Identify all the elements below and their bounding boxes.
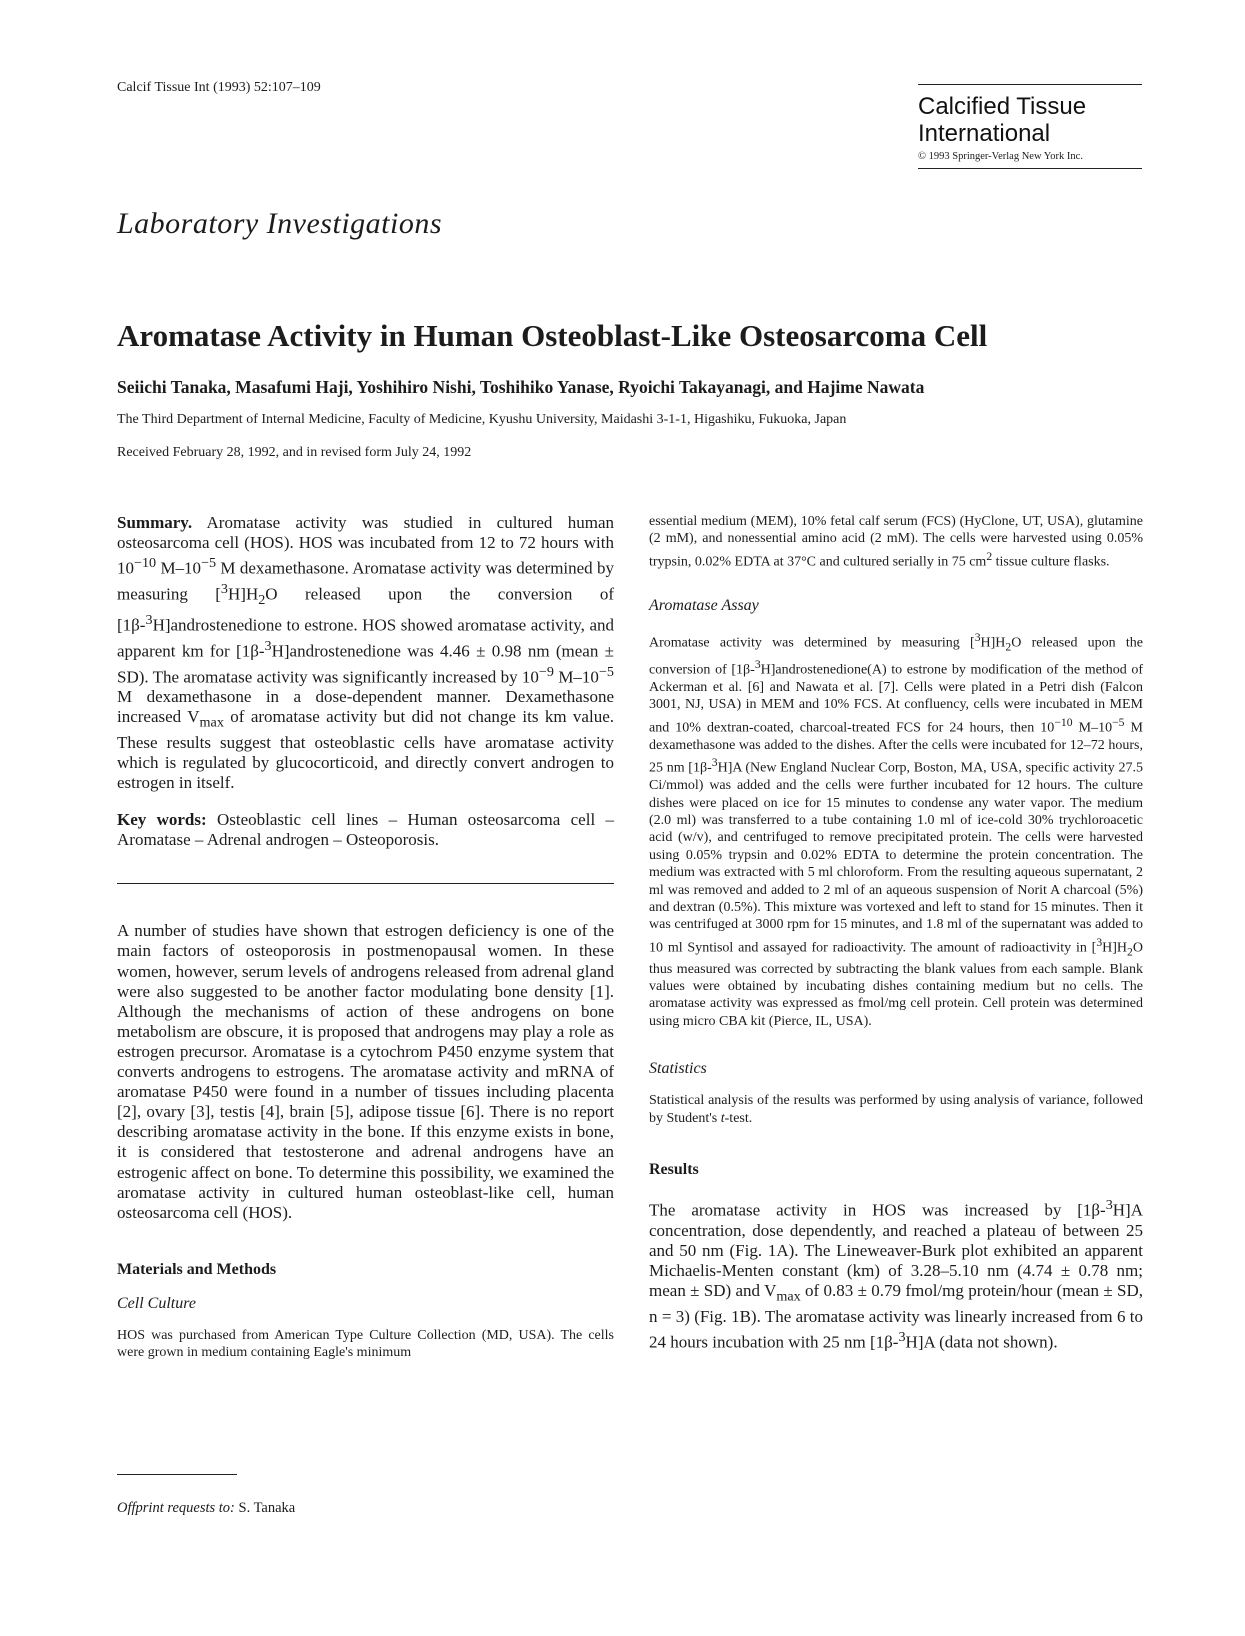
keywords-label: Key words: [117,810,207,830]
abstract-divider [117,883,614,884]
offprint-label: Offprint requests to: [117,1500,235,1516]
methods-heading: Materials and Methods [117,1260,277,1278]
authors: Seiichi Tanaka, Masafumi Haji, Yoshihiro Nishi, Toshihiko Yanase, Ryoichi Takayanagi, and Hajime Nawata [117,377,925,397]
journal-name-line2: International [918,120,1051,147]
assay-heading: Aromatase Assay [649,596,759,614]
footnote-rule [117,1474,237,1475]
assay-text: Aromatase activity was determined by measuring $[^3H]H_2O$ released upon the conversion of [1β-$^3$H]androstenedione(A) to estrone by modification of the method of Ackerman et al. [6] and Nawata et al. [7]. Cells were plated in a Petri dish (Falcon 3001, NJ, USA) in MEM and 10% FCS. At confluency, cells were incubated in MEM and 10% dextran-coated, charcoal-treated FCS for 24 hours, then $10^{-10}$ $M-10^{-5}$ M dexamethasone was added to the dishes. After the cells were incubated for 12–72 hours, 25 nm [1β-$^3$H]A (New England Nuclear Corp, Boston, MA, USA, specific activity 27.5 Ci/mmol) was added and the cells were further incubated for 12 hours. The culture dishes were placed on ice for 15 minutes to condense any water vapor. The medium (2.0 ml) was transferred to a tube containing 1.0 ml of ice-cold 30% trychloroacetic acid (w/v), and centrifuged to remove precipitated protein. The cells were harvested using 0.05% trypsin and 0.02% EDTA to determine the protein concentration. The medium was extracted with 5 ml chloroform. From the resulting aqueous supernatant, 2 ml was removed and added to 2 ml of an aqueous suspension of Norit A charcoal (5%) and dextran (0.5%). This mixture was vortexed and left to stand for 15 minutes. Then it was centrifuged at 3000 rpm for 15 minutes, and 1.8 ml of the supernatant was added to 10 ml Syntisol and assayed for radioactivity. The amount of radioactivity in $[^3H]H_2O$ thus measured was corrected by subtracting the blank values from each sample. Blank values were obtained by incubating dishes containing medium but no cells. The aromatase activity was expressed as fmol/mg cell protein. Cell protein was determined using micro CBA kit (Pierce, IL, USA). [649,630,1144,1029]
intro-paragraph: A number of studies have shown that estrogen deficiency is one of the main factors of osteoporosis in postmenopausal women. In these women, however, serum levels of androgens released from adrenal gland were also suggested to be another factor modulating bone density [1]. Although the mechanisms of action of these androgens on bone metabolism are obscure, it is proposed that androgens may play a role as estrogen precursor. Aromatase is a cytochrom P450 enzyme system that converts androgens to estrogens. The aromatase activity and mRNA of aromatase P450 were found in a number of tissues including placenta [2], ovary [3], testis [4], brain [5], adipose tissue [6]. There is no report describing aromatase activity in the bone. If this enzyme exists in bone, it is considered that testosterone and adrenal androgens have an estrogenic affect on bone. To determine this possibility, we examined the aromatase activity in cultured human osteoblast-like cell, human osteosarcoma cell (HOS). [117,921,614,1222]
results-text: The aromatase activity in HOS was increased by [1β-$^3$H]A concentration, dose dependently, and reached a plateau of between 25 and 50 nm (Fig. 1A). The Lineweaver-Burk plot exhibited an apparent Michaelis-Menten constant (km) of 3.28–5.10 nm (4.74 ± 0.78 nm; mean ± SD) and $V_{max}$ of 0.83 ± 0.79 fmol/mg protein/hour (mean ± SD, n = 3) (Fig. 1B). The aromatase activity was linearly increased from 6 to 24 hours incubation with 25 nm [1β-$^3$H]A (data not shown). [649,1197,1143,1352]
summary-label: Summary. [117,513,193,532]
statistics-text: Statistical analysis of the results was performed by using analysis of variance, followed by Student's t-test. [649,1093,1143,1126]
offprint-name: S. Tanaka [234,1500,296,1516]
section-title: Laboratory Investigations [117,207,442,240]
results-heading: Results [649,1161,699,1179]
cell-culture-text: HOS was purchased from American Type Culture Collection (MD, USA). The cells were grown in medium containing Eagle's minimum [117,1327,614,1361]
received-date: Received February 28, 1992, and in revised form July 24, 1992 [117,445,472,460]
journal-citation: Calcif Tissue Int (1993) 52:107–109 [117,80,321,95]
left-column [117,513,614,1362]
cell-culture-heading: Cell Culture [117,1294,196,1312]
copyright: © 1993 Springer-Verlag New York Inc. [918,151,1083,162]
summary-paragraph: Summary. Aromatase activity was studied in cultured human osteosarcoma cell (HOS). HOS was incubated from 12 to 72 hours with $10^{-10}$ $M-10^{-5}$ M dexamethasone. Aromatase activity was determined by measuring $[^3H]H_2O$ released upon the conversion of [1β-$^3$H]androstenedione to estrone. HOS showed aromatase activity, and apparent km for [1β-$^3$H]androstenedione was 4.46 ± 0.98 nm (mean ± SD). The aromatase activity was significantly increased by $10^{-9}$ $M-10^{-5}$ M dexamethasone in a dose-dependent manner. Dexamethasone increased $V_{max}$ of aromatase activity but did not change its km value. These results suggest that osteoblastic cells have aromatase activity which is regulated by glucocorticoid, and directly convert androgen to estrogen in itself. [117,513,614,793]
journal-name [918,93,1142,147]
offprint-footnote [117,1500,295,1517]
journal-name-line1: Calcified Tissue [918,93,1087,120]
right-column [649,513,1143,1352]
statistics-heading: Statistics [649,1060,707,1078]
cell-culture-continued: essential medium (MEM), 10% fetal calf serum (FCS) (HyClone, UT, USA), glutamine (2 mM), and nonessential amino acid (2 mM). The cells were harvested using 0.05% trypsin, 0.02% EDTA at 37°C and cultured serially in 75 $cm^2$ tissue culture flasks. [649,514,1143,570]
affiliation: The Third Department of Internal Medicine, Faculty of Medicine, Kyushu University, Maidashi 3-1-1, Higashiku, Fukuoka, Japan [117,412,847,427]
keywords-paragraph: Key words: Osteoblastic cell lines – Human osteosarcoma cell – Aromatase – Adrenal androgen – Osteoporosis. [117,810,614,850]
journal-masthead [918,84,1142,169]
article-title: Aromatase Activity in Human Osteoblast-Like Osteosarcoma Cell [117,318,988,353]
